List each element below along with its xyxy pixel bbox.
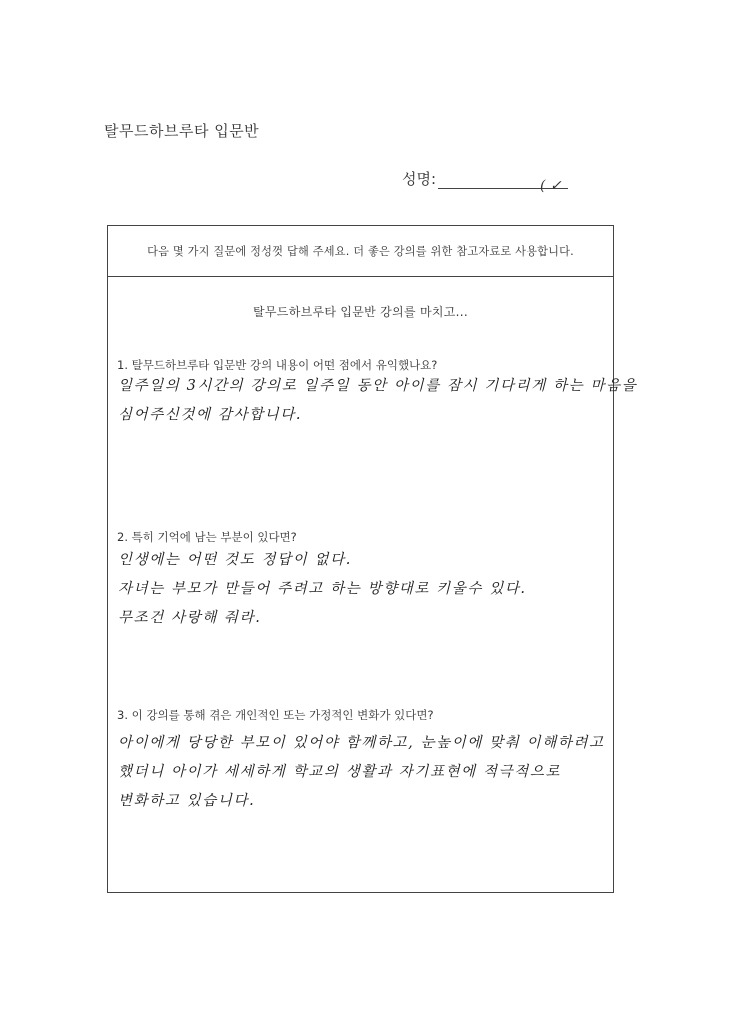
instruction-text: 다음 몇 가지 질문에 정성껏 답해 주세요. 더 좋은 강의를 위한 참고자료로 사용합니다. xyxy=(108,226,613,277)
form-title: 탈무드하브루타 입문반 xyxy=(104,122,260,140)
answer-line: 했더니 아이가 세세하게 학교의 생활과 자기표현에 적극적으로 xyxy=(118,764,562,780)
question-2: 2. 특히 기억에 남는 부분이 있다면? xyxy=(117,530,297,544)
survey-form xyxy=(107,225,638,893)
answer-line: 심어주신것에 감사합니다. xyxy=(118,407,303,423)
answer-line: 인생에는 어떤 것도 정답이 없다. xyxy=(118,552,352,568)
name-scribble: ( ✓ xyxy=(540,178,562,194)
question-1: 1. 탈무드하브루타 입문반 강의 내용이 어떤 점에서 유익했나요? xyxy=(117,358,438,372)
answer-line: 자녀는 부모가 만들어 주려고 하는 방향대로 키울수 있다. xyxy=(118,581,527,597)
answer-2[interactable] xyxy=(118,546,613,633)
answer-3[interactable] xyxy=(118,729,613,816)
answer-line: 무조건 사랑해 줘라. xyxy=(118,610,262,626)
answer-line: 일주일의 3시간의 강의로 일주일 동안 아이를 잠시 기다리게 하는 마음을 xyxy=(118,378,638,394)
name-label: 성명: xyxy=(402,170,437,188)
answer-line: 변화하고 있습니다. xyxy=(118,793,256,809)
form-subtitle: 탈무드하브루타 입문반 강의를 마치고... xyxy=(253,305,468,319)
question-3: 3. 이 강의를 통해 겪은 개인적인 또는 가정적인 변화가 있다면? xyxy=(117,708,434,722)
answer-line: 아이에게 당당한 부모이 있어야 함께하고, 눈높이에 맞춰 이해하려고 xyxy=(118,735,605,751)
answer-1[interactable] xyxy=(118,372,638,430)
